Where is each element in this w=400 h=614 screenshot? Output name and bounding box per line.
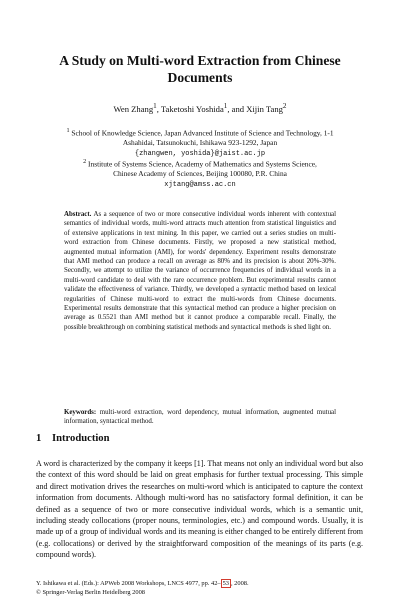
- citation-year: , 2008.: [230, 580, 249, 587]
- paper-title: [40, 52, 360, 86]
- citation-line: Y. Ishikawa et al. (Eds.): APWeb 2008 Workshops, LNCS 4977, pp. 42–: [36, 580, 221, 587]
- affiliation-2: [30, 157, 370, 190]
- keywords: [64, 408, 336, 427]
- affiliation-line: Chinese Academy of Sciences, Beijing 100080, P.R. China: [113, 169, 287, 179]
- author-affiliation-mark: 1: [153, 102, 157, 110]
- affiliation-line: Institute of Systems Science, Academy of Mathematics and Systems Science,: [88, 159, 317, 169]
- affiliation-mark: 2: [83, 159, 87, 165]
- affiliation-email: {zhangwen, yoshida}@jaist.ac.jp: [134, 150, 266, 159]
- title-line-1: A Study on Multi-word Extraction from Chinese: [59, 53, 341, 68]
- affiliation-line: School of Knowledge Science, Japan Advanced Institute of Science and Technology, 1-1: [71, 128, 334, 138]
- keywords-label: Keywords:: [64, 409, 97, 416]
- author-name: Taketoshi Yoshida: [160, 103, 224, 114]
- author-name: Xijin Tang: [246, 103, 283, 114]
- abstract-text: As a sequence of two or more consecutive individual words inherent with contextual semantics of individual words, multi-word attracts much attention from statistical linguistics and of extensive applications in text mining. In this paper, we carried out a series studies on multi-word extraction from Chinese documents. Firstly, we proposed a new statistical method, augmented mutual information (AMI), for words' dependency. Experiment results demonstrate that AMI method can produce a recall on average as 80% and its precision is about 20%-30%. Secondly, we attempt to utilize the variance of occurrence frequencies of individual words in a multi-word candidate to deal with the rare occurrence problem. But experimental results cannot validate the effectiveness of variance. Thirdly, we developed a syntactic method based on lexical regularities of Chinese multi-word to extract the multi-words from Chinese documents. Experimental results demonstrate that this syntactical method can produce a higher precision on average as 0.5521 than AMI method but it cannot produce a comparable recall. Finally, the possible breakthrough on combining statistical methods and syntactical methods is shed light on.: [64, 211, 336, 331]
- copyright-line: © Springer-Verlag Berlin Heidelberg 2008: [36, 588, 145, 596]
- section-number: 1: [36, 433, 42, 444]
- body-paragraph: A word is characterized by the company it keeps [1]. That means not only an individual word but also the context of this word should be laid on great emphasis for further textual processing. This simple and direct motivation drives the researches on multi-word which is anticipated to capture the context information from documents. Although multi-word has no satisfactory formal definition, it can be defined as a sequence of two or more consecutive individual words, which is a semantic unit, including steady collocations (proper nouns, terminologies, etc.) and compound words. Usually, it is made up of a group of individual words and its meaning is either changed to be entirely different from (e.g. collocations) or derived by the straightforward composition of the meanings of its parts (e.g. compound words).: [36, 459, 363, 560]
- affiliation-line: Ashahidai, Tatsunokuchi, Ishikawa 923-1292, Japan: [122, 138, 278, 148]
- affiliation-1: [30, 126, 370, 159]
- author-name: Wen Zhang: [113, 103, 154, 114]
- author-affiliation-mark: 2: [282, 102, 287, 110]
- affiliation-email: xjtang@amss.ac.cn: [164, 181, 236, 190]
- author-affiliation-mark: 1: [223, 102, 228, 110]
- author-separator: , and: [227, 103, 247, 114]
- author-list: [40, 101, 360, 115]
- keywords-text: multi-word extraction, word dependency, mutual information, augmented mutual information, syntactical method.: [64, 409, 336, 426]
- page-range-end-highlight: 53: [222, 580, 229, 587]
- footer: [36, 580, 366, 597]
- title-line-2: Documents: [167, 70, 233, 85]
- abstract: [64, 210, 336, 332]
- affiliation-mark: 1: [66, 128, 70, 134]
- section-title: Introduction: [52, 433, 110, 444]
- abstract-label: Abstract.: [64, 211, 92, 218]
- author-separator: ,: [156, 103, 161, 114]
